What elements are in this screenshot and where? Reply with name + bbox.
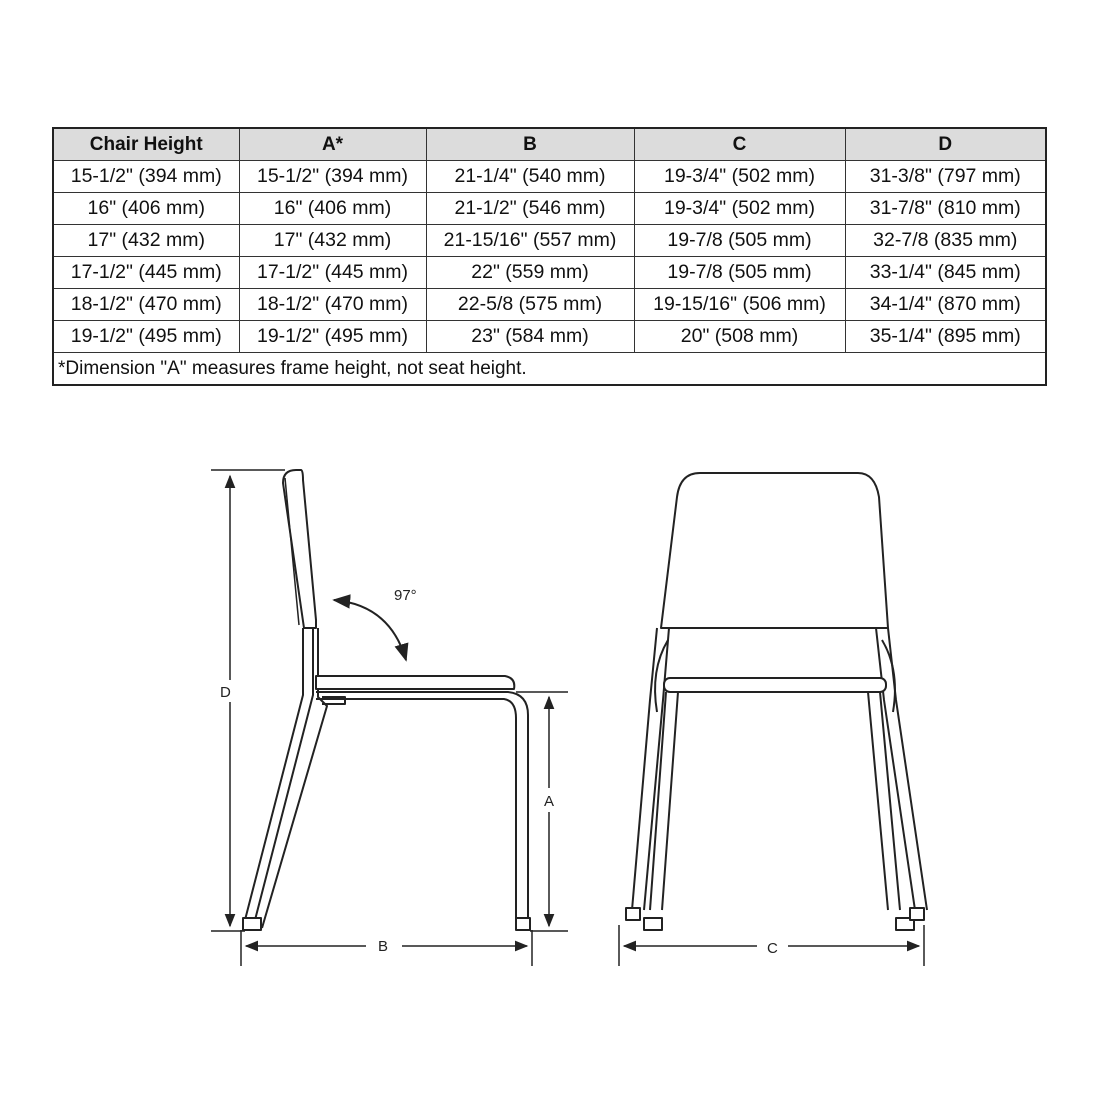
cell-d: 33-1/4" (845 mm) <box>845 257 1046 289</box>
cell-c: 19-7/8 (505 mm) <box>634 225 845 257</box>
cell-c: 19-3/4" (502 mm) <box>634 161 845 193</box>
angle-arrow <box>334 600 406 660</box>
cell-d: 31-3/8" (797 mm) <box>845 161 1046 193</box>
cell-chair-height: 15-1/2" (394 mm) <box>53 161 239 193</box>
cell-d: 31-7/8" (810 mm) <box>845 193 1046 225</box>
cell-d: 34-1/4" (870 mm) <box>845 289 1046 321</box>
dimension-d-label: D <box>220 684 231 701</box>
dimension-c-label: C <box>767 940 778 957</box>
header-chair-height: Chair Height <box>53 128 239 161</box>
cell-chair-height: 18-1/2" (470 mm) <box>53 289 239 321</box>
table-footnote: *Dimension "A" measures frame height, not seat height. <box>53 353 1046 386</box>
header-d: D <box>845 128 1046 161</box>
cell-c: 19-3/4" (502 mm) <box>634 193 845 225</box>
side-view-chair <box>243 470 530 930</box>
cell-c: 19-7/8 (505 mm) <box>634 257 845 289</box>
cell-c: 19-15/16" (506 mm) <box>634 289 845 321</box>
cell-a: 19-1/2" (495 mm) <box>239 321 426 353</box>
cell-c: 20" (508 mm) <box>634 321 845 353</box>
cell-a: 16" (406 mm) <box>239 193 426 225</box>
cell-b: 23" (584 mm) <box>426 321 634 353</box>
angle-label: 97° <box>394 587 417 604</box>
cell-chair-height: 16" (406 mm) <box>53 193 239 225</box>
cell-a: 15-1/2" (394 mm) <box>239 161 426 193</box>
cell-b: 21-15/16" (557 mm) <box>426 225 634 257</box>
cell-chair-height: 17" (432 mm) <box>53 225 239 257</box>
cell-d: 32-7/8 (835 mm) <box>845 225 1046 257</box>
cell-b: 22-5/8 (575 mm) <box>426 289 634 321</box>
dimension-a <box>516 692 568 931</box>
cell-b: 21-1/2" (546 mm) <box>426 193 634 225</box>
header-c: C <box>634 128 845 161</box>
header-b: B <box>426 128 634 161</box>
cell-chair-height: 19-1/2" (495 mm) <box>53 321 239 353</box>
cell-b: 22" (559 mm) <box>426 257 634 289</box>
cell-b: 21-1/4" (540 mm) <box>426 161 634 193</box>
cell-a: 17" (432 mm) <box>239 225 426 257</box>
dimension-b-label: B <box>378 938 389 955</box>
cell-chair-height: 17-1/2" (445 mm) <box>53 257 239 289</box>
cell-a: 17-1/2" (445 mm) <box>239 257 426 289</box>
cell-a: 18-1/2" (470 mm) <box>239 289 426 321</box>
front-view-chair <box>626 473 927 930</box>
dimension-a-label: A <box>544 793 555 810</box>
cell-d: 35-1/4" (895 mm) <box>845 321 1046 353</box>
header-a: A* <box>239 128 426 161</box>
